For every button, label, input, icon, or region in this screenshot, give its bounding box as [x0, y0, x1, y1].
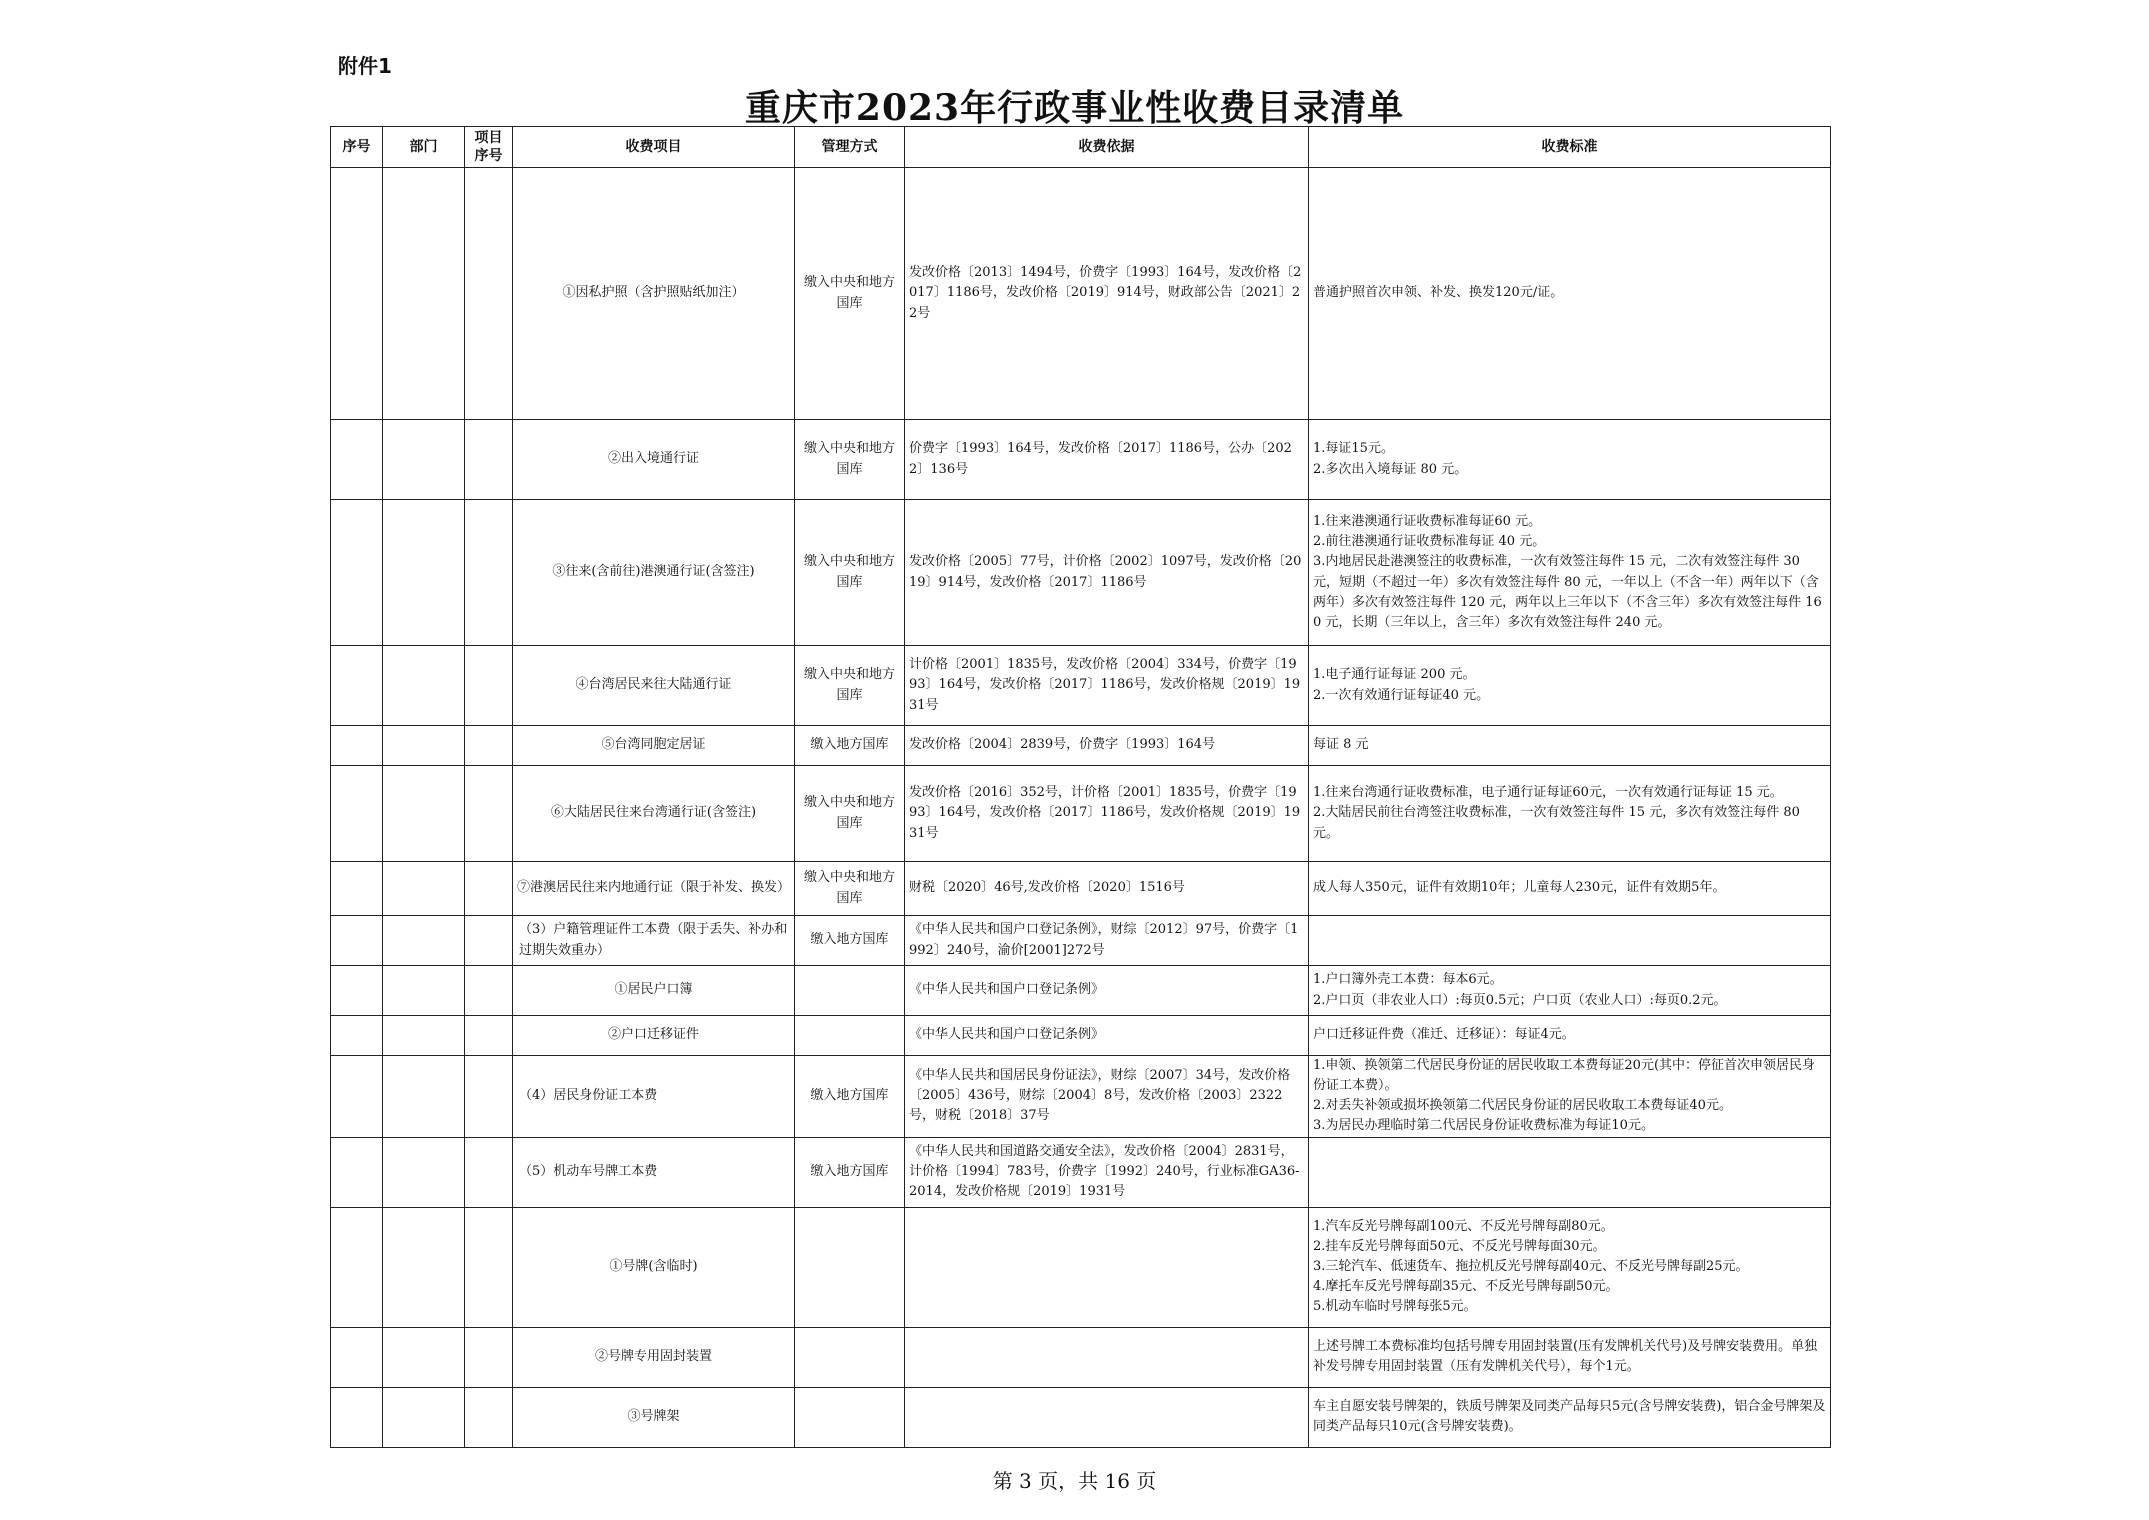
seq-cell [331, 1387, 383, 1447]
standard-cell: 普通护照首次申领、补发、换发120元/证。 [1309, 168, 1831, 420]
item-seq-cell [465, 862, 513, 916]
seq-cell [331, 420, 383, 500]
item-cell: ③往来(含前往)港澳通行证(含签注) [513, 500, 795, 646]
col-header-item-seq: 项目序号 [465, 127, 513, 168]
basis-cell [905, 1387, 1309, 1447]
item-cell: ⑤台湾同胞定居证 [513, 726, 795, 766]
standard-cell: 车主自愿安装号牌架的，铁质号牌架及同类产品每只5元(含号牌安装费)，铝合金号牌架及同类产品每只10元(含号牌安装费)。 [1309, 1387, 1831, 1447]
basis-cell: 计价格〔2001〕1835号，发改价格〔2004〕334号，价费字〔1993〕164号，发改价格〔2017〕1186号，发改价格规〔2019〕1931号 [905, 646, 1309, 726]
mgmt-cell: 缴入地方国库 [795, 1137, 905, 1207]
attachment-label: 附件1 [338, 54, 392, 78]
table-row [331, 646, 1831, 726]
table-row [331, 1387, 1831, 1447]
dept-cell [383, 966, 465, 1016]
standard-cell: 1.每证15元。 2.多次出入境每证 80 元。 [1309, 420, 1831, 500]
table-row [331, 1207, 1831, 1327]
table-row [331, 726, 1831, 766]
item-cell: ②号牌专用固封装置 [513, 1327, 795, 1387]
col-header-dept: 部门 [383, 127, 465, 168]
table-row [331, 766, 1831, 862]
col-header-standard: 收费标准 [1309, 127, 1831, 168]
item-seq-cell [465, 168, 513, 420]
standard-cell: 成人每人350元，证件有效期10年；儿童每人230元，证件有效期5年。 [1309, 862, 1831, 916]
table-row [331, 916, 1831, 966]
mgmt-cell: 缴入地方国库 [795, 726, 905, 766]
seq-cell [331, 646, 383, 726]
standard-cell: 1.往来港澳通行证收费标准每证60 元。 2.前往港澳通行证收费标准每证 40 元。 3.内地居民赴港澳签注的收费标准，一次有效签注每件 15 元，二次有效签注每件 30 元，短期（不超过一年）多次有效签注每件 80 元，一年以上（不含一年）两年以下（含两年）多次有效签注每件 120 元，两年以上三年以下（不含三年）多次有效签注每件 160 元，长期（三年以上，含三年）多次有效签注每件 240 元。 [1309, 500, 1831, 646]
standard-cell [1309, 1137, 1831, 1207]
item-seq-cell [465, 966, 513, 1016]
standard-cell: 户口迁移证件费（准迁、迁移证）：每证4元。 [1309, 1016, 1831, 1056]
table-row [331, 966, 1831, 1016]
item-cell: ①号牌(含临时) [513, 1207, 795, 1327]
dept-cell [383, 726, 465, 766]
table-row [331, 420, 1831, 500]
mgmt-cell: 缴入中央和地方国库 [795, 766, 905, 862]
dept-cell [383, 766, 465, 862]
dept-cell [383, 1387, 465, 1447]
item-cell: ①因私护照（含护照贴纸加注） [513, 168, 795, 420]
basis-cell: 发改价格〔2004〕2839号，价费字〔1993〕164号 [905, 726, 1309, 766]
col-header-item: 收费项目 [513, 127, 795, 168]
item-seq-cell [465, 1016, 513, 1056]
mgmt-cell [795, 1207, 905, 1327]
item-seq-cell [465, 1207, 513, 1327]
mgmt-cell: 缴入中央和地方国库 [795, 646, 905, 726]
standard-cell: 每证 8 元 [1309, 726, 1831, 766]
item-seq-cell [465, 1327, 513, 1387]
mgmt-cell [795, 1327, 905, 1387]
basis-cell: 发改价格〔2016〕352号，计价格〔2001〕1835号，价费字〔1993〕164号，发改价格〔2017〕1186号，发改价格规〔2019〕1931号 [905, 766, 1309, 862]
seq-cell [331, 1327, 383, 1387]
mgmt-cell: 缴入中央和地方国库 [795, 500, 905, 646]
item-seq-cell [465, 420, 513, 500]
item-cell: （4）居民身份证工本费 [513, 1056, 795, 1138]
item-seq-cell [465, 726, 513, 766]
dept-cell [383, 168, 465, 420]
seq-cell [331, 1056, 383, 1138]
item-seq-cell [465, 1137, 513, 1207]
col-header-mgmt: 管理方式 [795, 127, 905, 168]
seq-cell [331, 726, 383, 766]
item-cell: ①居民户口簿 [513, 966, 795, 1016]
mgmt-cell [795, 966, 905, 1016]
basis-cell: 《中华人民共和国居民身份证法》，财综〔2007〕34号，发改价格〔2005〕436号，财综〔2004〕8号，发改价格〔2003〕2322号，财税〔2018〕37号 [905, 1056, 1309, 1138]
mgmt-cell: 缴入中央和地方国库 [795, 168, 905, 420]
table-row [331, 1056, 1831, 1138]
item-cell: ④台湾居民来往大陆通行证 [513, 646, 795, 726]
standard-cell: 上述号牌工本费标准均包括号牌专用固封装置(压有发牌机关代号)及号牌安装费用。单独补发号牌专用固封装置（压有发牌机关代号），每个1元。 [1309, 1327, 1831, 1387]
seq-cell [331, 916, 383, 966]
item-cell: ②出入境通行证 [513, 420, 795, 500]
fee-table [330, 126, 1831, 1448]
col-header-seq: 序号 [331, 127, 383, 168]
item-seq-cell [465, 1056, 513, 1138]
item-cell: （3）户籍管理证件工本费（限于丢失、补办和过期失效重办） [513, 916, 795, 966]
dept-cell [383, 1137, 465, 1207]
col-header-basis: 收费依据 [905, 127, 1309, 168]
seq-cell [331, 1207, 383, 1327]
seq-cell [331, 168, 383, 420]
table-row [331, 500, 1831, 646]
basis-cell: 发改价格〔2005〕77号，计价格〔2002〕1097号，发改价格〔2019〕914号，发改价格〔2017〕1186号 [905, 500, 1309, 646]
standard-cell [1309, 916, 1831, 966]
standard-cell: 1.汽车反光号牌每副100元、不反光号牌每副80元。 2.挂车反光号牌每面50元、不反光号牌每面30元。 3.三轮汽车、低速货车、拖拉机反光号牌每副40元、不反光号牌每副25元。 4.摩托车反光号牌每副35元、不反光号牌每副50元。 5.机动车临时号牌每张5元。 [1309, 1207, 1831, 1327]
dept-cell [383, 420, 465, 500]
standard-cell: 1.户口簿外壳工本费：每本6元。 2.户口页（非农业人口）:每页0.5元；户口页（农业人口）:每页0.2元。 [1309, 966, 1831, 1016]
standard-cell: 1.往来台湾通行证收费标准，电子通行证每证60元，一次有效通行证每证 15 元。 2.大陆居民前往台湾签注收费标准，一次有效签注每件 15 元，多次有效签注每件 80 元。 [1309, 766, 1831, 862]
item-seq-cell [465, 1387, 513, 1447]
basis-cell: 《中华人民共和国户口登记条例》 [905, 1016, 1309, 1056]
seq-cell [331, 766, 383, 862]
seq-cell [331, 862, 383, 916]
table-row [331, 1327, 1831, 1387]
mgmt-cell: 缴入中央和地方国库 [795, 862, 905, 916]
basis-cell: 价费字〔1993〕164号，发改价格〔2017〕1186号，公办〔2022〕136号 [905, 420, 1309, 500]
item-seq-cell [465, 766, 513, 862]
dept-cell [383, 500, 465, 646]
basis-cell: 发改价格〔2013〕1494号，价费字〔1993〕164号，发改价格〔2017〕1186号，发改价格〔2019〕914号，财政部公告〔2021〕22号 [905, 168, 1309, 420]
mgmt-cell: 缴入地方国库 [795, 916, 905, 966]
seq-cell [331, 1137, 383, 1207]
item-seq-cell [465, 500, 513, 646]
basis-cell [905, 1327, 1309, 1387]
item-cell: ②户口迁移证件 [513, 1016, 795, 1056]
page-number: 第 3 页，共 16 页 [992, 1469, 1157, 1493]
page-title: 重庆市2023年行政事业性收费目录清单 [744, 87, 1405, 129]
dept-cell [383, 646, 465, 726]
table-row [331, 1137, 1831, 1207]
seq-cell [331, 966, 383, 1016]
dept-cell [383, 916, 465, 966]
item-cell: ⑦港澳居民往来内地通行证（限于补发、换发） [513, 862, 795, 916]
seq-cell [331, 1016, 383, 1056]
table-header-row [331, 127, 1831, 168]
table-row [331, 862, 1831, 916]
basis-cell: 财税〔2020〕46号,发改价格〔2020〕1516号 [905, 862, 1309, 916]
mgmt-cell: 缴入中央和地方国库 [795, 420, 905, 500]
standard-cell: 1.申领、换领第二代居民身份证的居民收取工本费每证20元(其中：停征首次申领居民身份证工本费）。 2.对丢失补领或损坏换领第二代居民身份证的居民收取工本费每证40元。 3.为居民办理临时第二代居民身份证收费标准为每证10元。 [1309, 1056, 1831, 1138]
item-cell: ⑥大陆居民往来台湾通行证(含签注) [513, 766, 795, 862]
table-row [331, 1016, 1831, 1056]
dept-cell [383, 862, 465, 916]
basis-cell: 《中华人民共和国户口登记条例》，财综〔2012〕97号，价费字〔1992〕240号，渝价[2001]272号 [905, 916, 1309, 966]
seq-cell [331, 500, 383, 646]
item-seq-cell [465, 916, 513, 966]
table-row [331, 168, 1831, 420]
dept-cell [383, 1056, 465, 1138]
dept-cell [383, 1016, 465, 1056]
mgmt-cell: 缴入地方国库 [795, 1056, 905, 1138]
mgmt-cell [795, 1016, 905, 1056]
basis-cell: 《中华人民共和国户口登记条例》 [905, 966, 1309, 1016]
dept-cell [383, 1327, 465, 1387]
basis-cell [905, 1207, 1309, 1327]
dept-cell [383, 1207, 465, 1327]
basis-cell: 《中华人民共和国道路交通安全法》，发改价格〔2004〕2831号，计价格〔1994〕783号，价费字〔1992〕240号，行业标准GA36-2014，发改价格规〔2019〕1931号 [905, 1137, 1309, 1207]
item-seq-cell [465, 646, 513, 726]
item-cell: ③号牌架 [513, 1387, 795, 1447]
mgmt-cell [795, 1387, 905, 1447]
standard-cell: 1.电子通行证每证 200 元。 2.一次有效通行证每证40 元。 [1309, 646, 1831, 726]
item-cell: （5）机动车号牌工本费 [513, 1137, 795, 1207]
